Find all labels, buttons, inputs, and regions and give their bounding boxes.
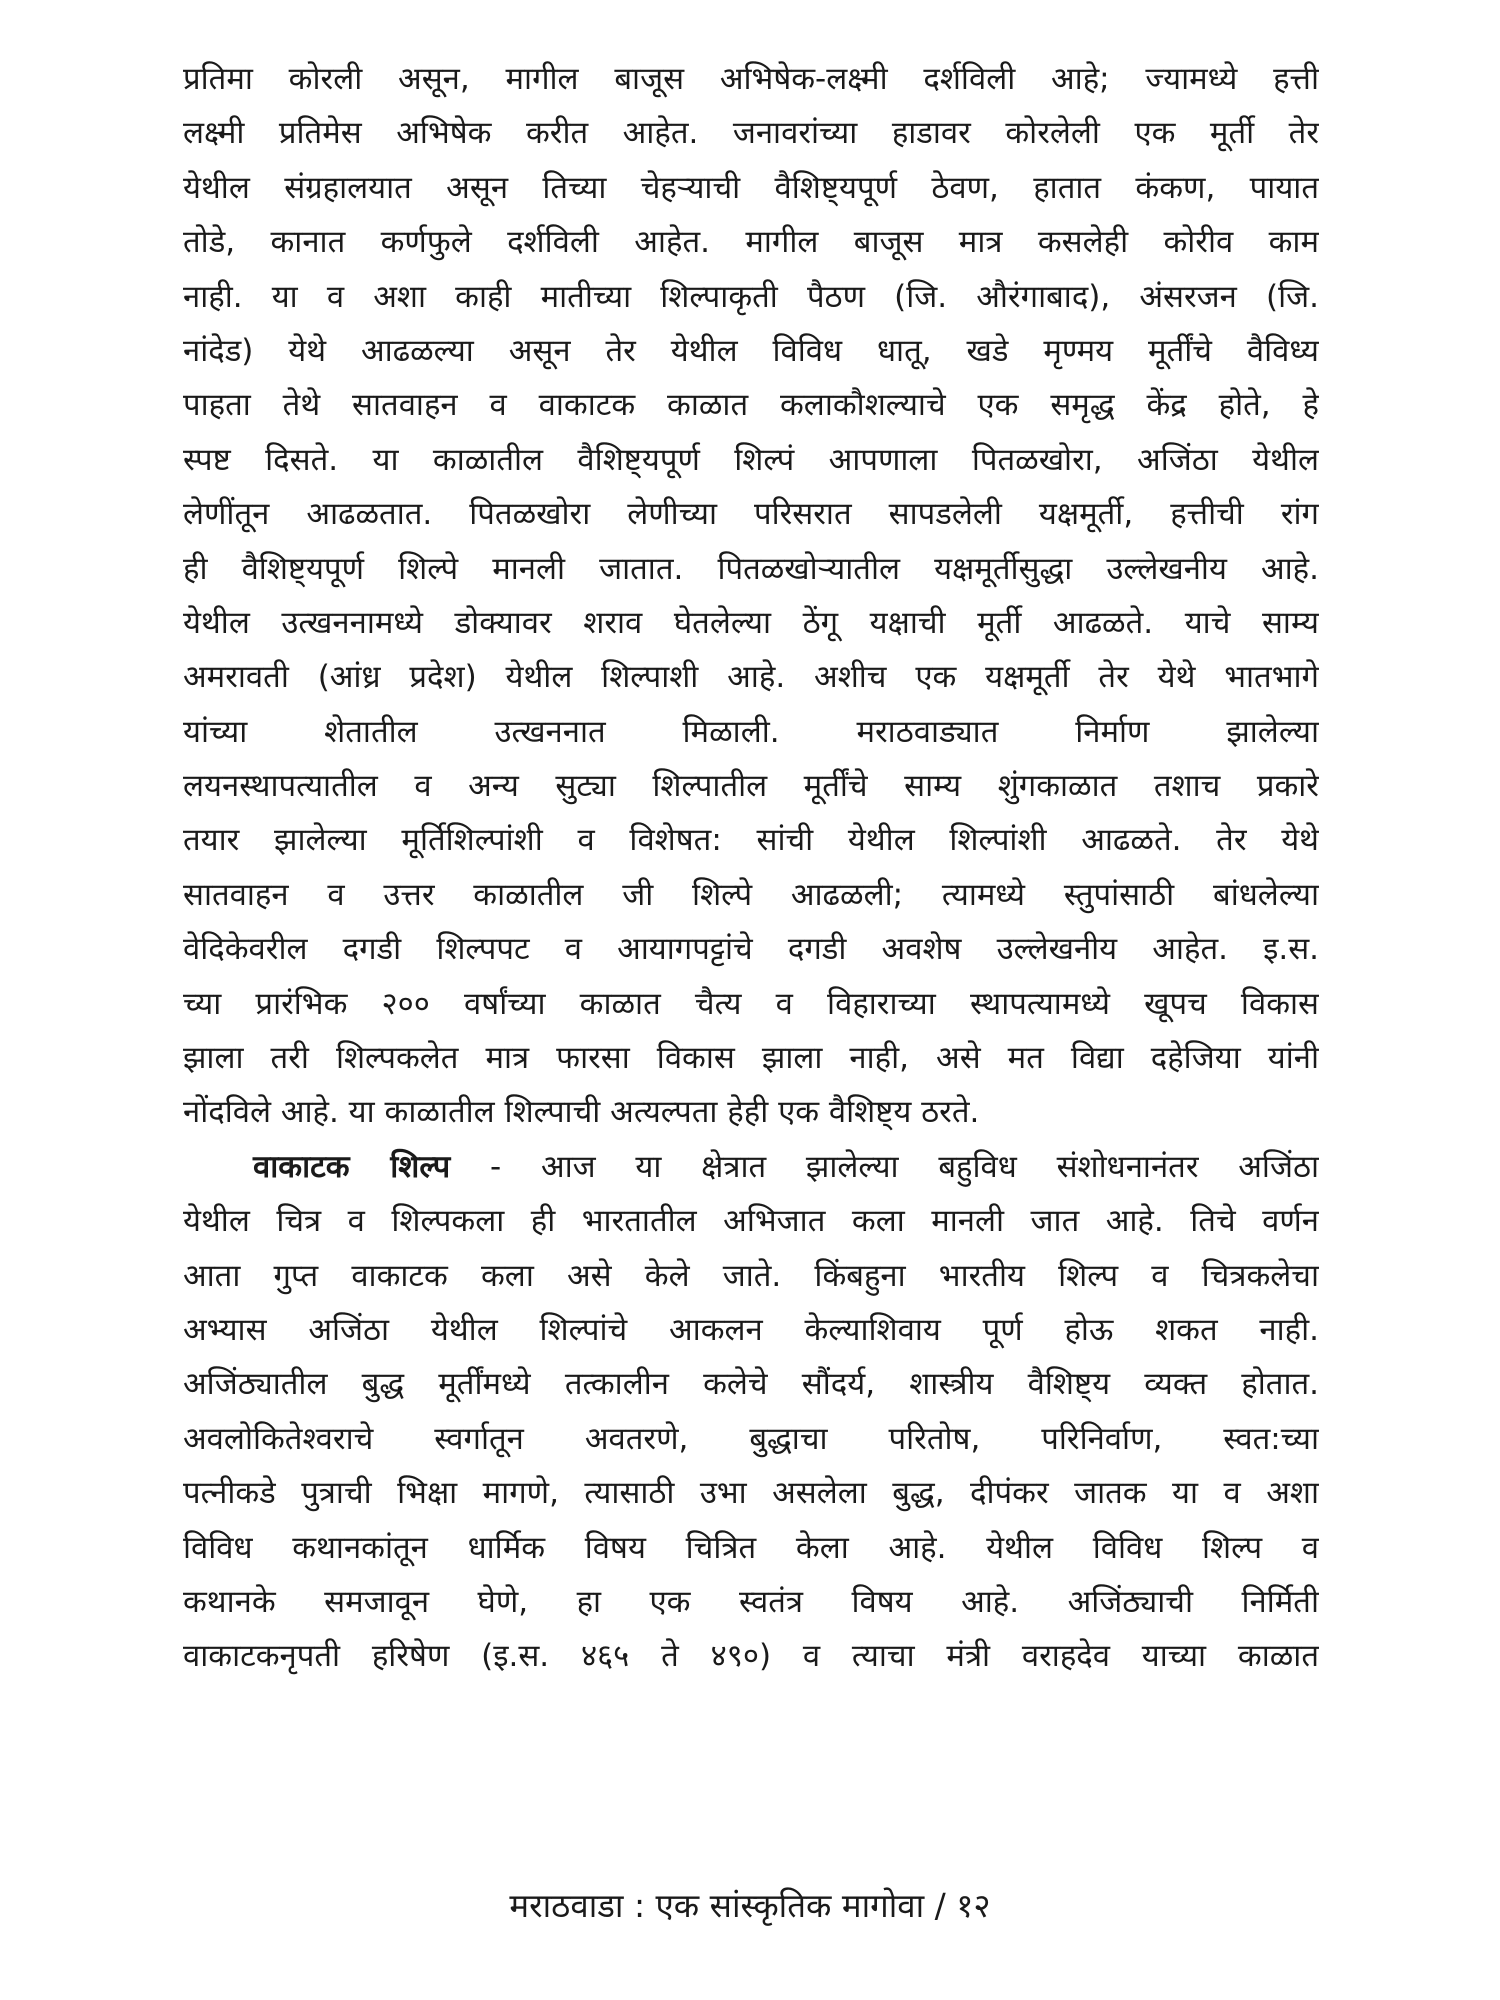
paragraph-1 (183, 52, 1319, 1140)
heading-line-text: - आज या क्षेत्रात झालेल्या बहुविध संशोधनानंतर अजिंठा (450, 1148, 1319, 1185)
text-line: अमरावती (आंध्र प्रदेश) येथील शिल्पाशी आहे. अशीच एक यक्षमूर्ती तेर येथे भातभागे (183, 659, 1319, 696)
text-line: अभ्यास अजिंठा येथील शिल्पांचे आकलन केल्याशिवाय पूर्ण होऊ शकत नाही. (183, 1311, 1319, 1348)
text-line: तोडे, कानात कर्णफुले दर्शविली आहेत. मागील बाजूस मात्र कसलेही कोरीव काम (183, 224, 1319, 261)
text-line: तयार झालेल्या मूर्तिशिल्पांशी व विशेषत: सांची येथील शिल्पांशी आढळते. तेर येथे (183, 822, 1319, 859)
text-line: लक्ष्मी प्रतिमेस अभिषेक करीत आहेत. जनावरांच्या हाडावर कोरलेली एक मूर्ती तेर (183, 115, 1319, 152)
text-line: येथील संग्रहालयात असून तिच्या चेहऱ्याची वैशिष्ट्यपूर्ण ठेवण, हातात कंकण, पायात (183, 169, 1319, 206)
text-line: यांच्या शेतातील उत्खननात मिळाली. मराठवाड्यात निर्माण झालेल्या (183, 713, 1319, 750)
text-line: सातवाहन व उत्तर काळातील जी शिल्पे आढळली; त्यामध्ये स्तुपांसाठी बांधलेल्या (183, 876, 1319, 913)
text-line: ही वैशिष्ट्यपूर्ण शिल्पे मानली जातात. पितळखोऱ्यातील यक्षमूर्तीसुद्धा उल्लेखनीय आहे. (183, 550, 1319, 587)
text-line: च्या प्रारंभिक २०० वर्षांच्या काळात चैत्य व विहाराच्या स्थापत्यामध्ये खूपच विकास (183, 985, 1319, 1022)
text-line: नांदेड) येथे आढळल्या असून तेर येथील विविध धातू, खडे मृण्मय मूर्तींचे वैविध्य (183, 332, 1319, 369)
text-line: पत्नीकडे पुत्राची भिक्षा मागणे, त्यासाठी उभा असलेला बुद्ध, दीपंकर जातक या व अशा (183, 1475, 1319, 1512)
text-line: लयनस्थापत्यातील व अन्य सुट्या शिल्पातील मूर्तींचे साम्य शुंगकाळात तशाच प्रकारे (183, 768, 1319, 805)
text-line: नोंदविले आहे. या काळातील शिल्पाची अत्यल्पता हेही एक वैशिष्ट्य ठरते. (183, 1094, 980, 1131)
page-footer: मराठवाडा : एक सांस्कृतिक मागोवा / १२ (509, 1886, 991, 1925)
text-line: अवलोकितेश्वराचे स्वर्गातून अवतरणे, बुद्धाचा परितोष, परिनिर्वाण, स्वत:च्या (183, 1420, 1319, 1457)
text-line: लेणींतून आढळतात. पितळखोरा लेणीच्या परिसरात सापडलेली यक्षमूर्ती, हत्तीची रांग (183, 496, 1319, 533)
text-line: अजिंठ्यातील बुद्ध मूर्तींमध्ये तत्कालीन कलेचे सौंदर्य, शास्त्रीय वैशिष्ट्य व्यक्त होतात. (183, 1366, 1319, 1403)
paragraph-2 (183, 1140, 1319, 1684)
text-line: येथील चित्र व शिल्पकला ही भारतातील अभिजात कला मानली जात आहे. तिचे वर्णन (183, 1203, 1319, 1240)
text-line: झाला तरी शिल्पकलेत मात्र फारसा विकास झाला नाही, असे मत विद्या दहेजिया यांनी (183, 1040, 1319, 1077)
text-line: येथील उत्खननामध्ये डोक्यावर शराव घेतलेल्या ठेंगू यक्षाची मूर्ती आढळते. याचे साम्य (183, 604, 1319, 641)
text-line: पाहता तेथे सातवाहन व वाकाटक काळात कलाकौशल्याचे एक समृद्ध केंद्र होते, हे (183, 387, 1319, 424)
section-heading: वाकाटक शिल्प (253, 1148, 451, 1185)
text-line: वेदिकेवरील दगडी शिल्पपट व आयागपट्टांचे दगडी अवशेष उल्लेखनीय आहेत. इ.स. (183, 931, 1319, 968)
text-line: विविध कथानकांतून धार्मिक विषय चित्रित केला आहे. येथील विविध शिल्प व (183, 1529, 1319, 1566)
text-line: प्रतिमा कोरली असून, मागील बाजूस अभिषेक-लक्ष्मी दर्शविली आहे; ज्यामध्ये हत्ती (183, 61, 1319, 97)
text-line: स्पष्ट दिसते. या काळातील वैशिष्ट्यपूर्ण शिल्पं आपणाला पितळखोरा, अजिंठा येथील (183, 441, 1319, 478)
page-body (183, 52, 1319, 1684)
text-line: नाही. या व अशा काही मातीच्या शिल्पाकृती पैठण (जि. औरंगाबाद), अंसरजन (जि. (183, 278, 1319, 315)
text-line (183, 1140, 1319, 1194)
text-line: आता गुप्त वाकाटक कला असे केले जाते. किंबहुना भारतीय शिल्प व चित्रकलेचा (183, 1257, 1319, 1294)
text-line: वाकाटकनृपती हरिषेण (इ.स. ४६५ ते ४९०) व त्याचा मंत्री वराहदेव याच्या काळात (183, 1638, 1319, 1675)
text-line: कथानके समजावून घेणे, हा एक स्वतंत्र विषय आहे. अजिंठ्याची निर्मिती (183, 1583, 1319, 1620)
